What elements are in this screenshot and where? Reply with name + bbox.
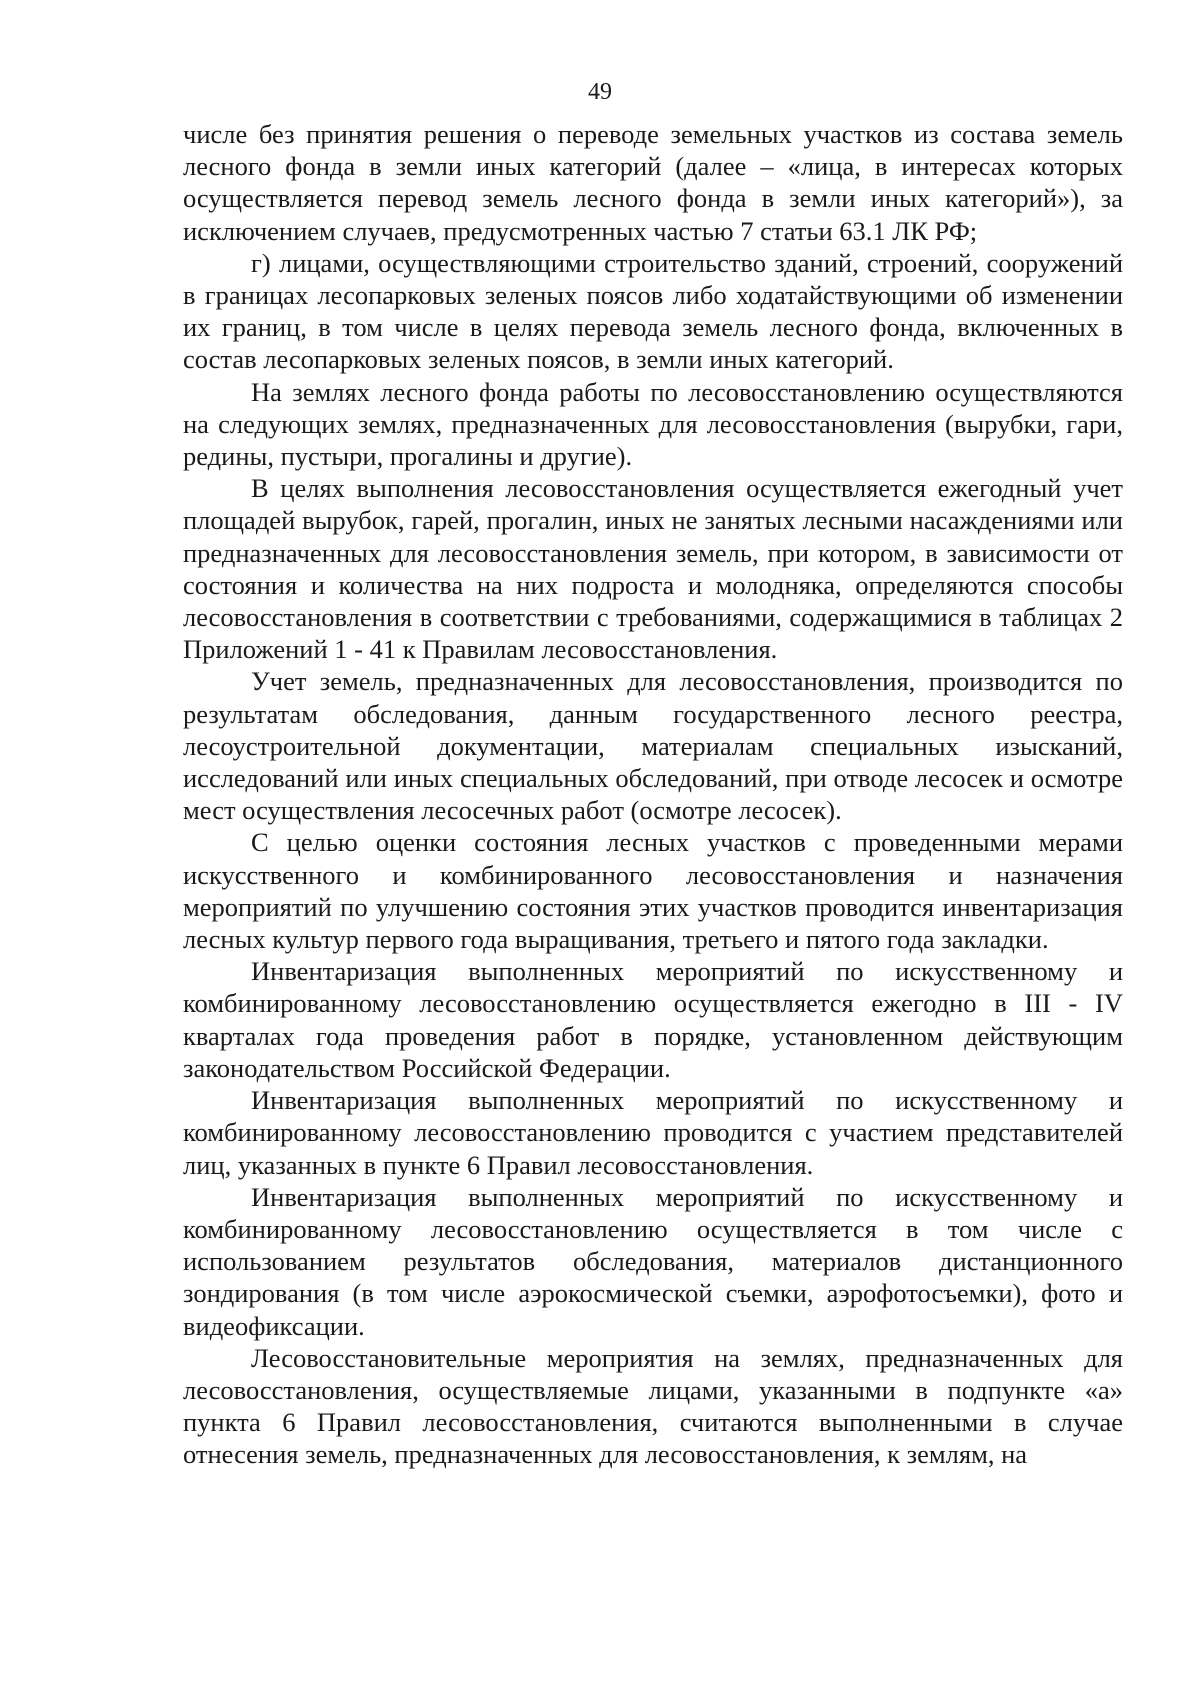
paragraph: Учет земель, предназначенных для лесовосстановления, производится по результатам обследования, данным государственного лесного реестра, лесоустроительной документации, материалам специальных изысканий, исследований или иных специальных обследований, при отводе лесосек и осмотре мест осуществления лесосечных работ (осмотре лесосек). <box>183 666 1123 826</box>
paragraph: На землях лесного фонда работы по лесовосстановлению осуществляются на следующих землях, предназначенных для лесовосстановления (вырубки, гари, редины, пустыри, прогалины и другие). <box>183 376 1123 472</box>
paragraph: Инвентаризация выполненных мероприятий по искусственному и комбинированному лесовосстановлению осуществляется ежегодно в III - IV кварталах года проведения работ в порядке, установленном действующим законодательством Российской Федерации. <box>183 956 1123 1083</box>
page-number: 49 <box>588 79 612 105</box>
document-body <box>183 118 1123 1471</box>
paragraph: Лесовосстановительные мероприятия на землях, предназначенных для лесовосстановления, осуществляемые лицами, указанными в подпункте «а» пункта 6 Правил лесовосстановления, считаются выполненными в случае отнесения земель, предназначенных для лесовосстановления, к землям, на <box>183 1342 1123 1470</box>
paragraph: С целью оценки состояния лесных участков с проведенными мерами искусственного и комбинированного лесовосстановления и назначения мероприятий по улучшению состояния этих участков проводится инвентаризация лесных культур первого года выращивания, третьего и пятого года закладки. <box>183 827 1123 955</box>
paragraph: числе без принятия решения о переводе земельных участков из состава земель лесного фонда в земли иных категорий (далее – «лица, в интересах которых осуществляется перевод земель лесного фонда в земли иных категорий»), за исключением случаев, предусмотренных частью 7 статьи 63.1 ЛК РФ; <box>183 119 1123 246</box>
paragraph: г) лицами, осуществляющими строительство зданий, строений, сооружений в границах лесопарковых зеленых поясов либо ходатайствующими об изменении их границ, в том числе в целях перевода земель лесного фонда, включенных в состав лесопарковых зеленых поясов, в земли иных категорий. <box>183 247 1123 375</box>
paragraph: В целях выполнения лесовосстановления осуществляется ежегодный учет площадей вырубок, гарей, прогалин, иных не занятых лесными насаждениями или предназначенных для лесовосстановления земель, при котором, в зависимости от состояния и количества на них подроста и молодняка, определяются способы лесовосстановления в соответствии с требованиями, содержащимися в таблицах 2 Приложений 1 - 41 к Правилам лесовосстановления. <box>183 473 1123 665</box>
paragraph: Инвентаризация выполненных мероприятий по искусственному и комбинированному лесовосстановлению осуществляется в том числе с использованием результатов обследования, материалов дистанционного зондирования (в том числе аэрокосмической съемки, аэрофотосъемки), фото и видеофиксации. <box>183 1181 1123 1341</box>
paragraph: Инвентаризация выполненных мероприятий по искусственному и комбинированному лесовосстановлению проводится с участием представителей лиц, указанных в пункте 6 Правил лесовосстановления. <box>183 1085 1123 1180</box>
